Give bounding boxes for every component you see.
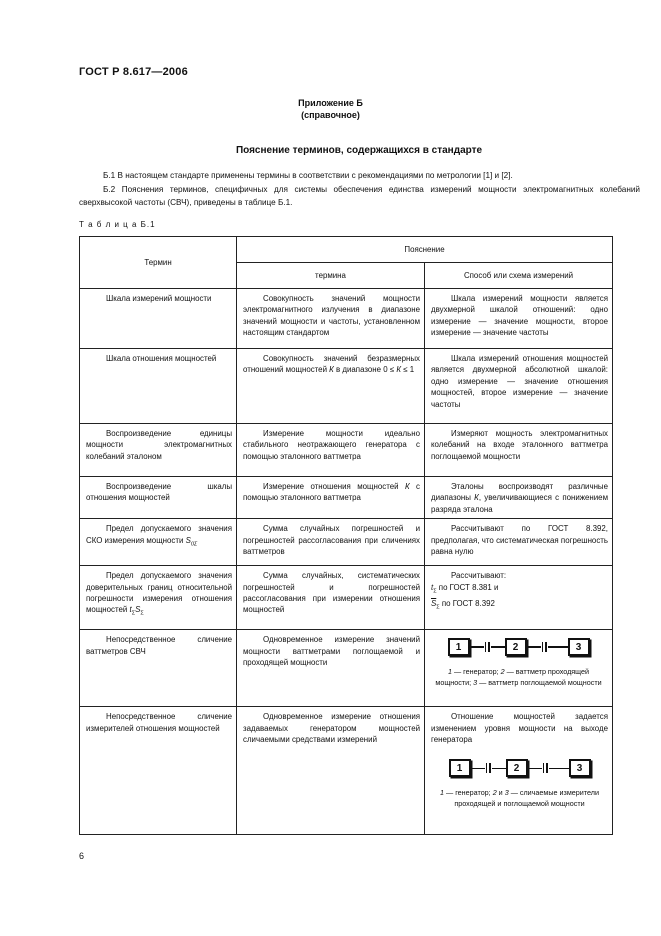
paragraph-b1: Б.1 В настоящем стандарте применены термины в соответствии с рекомендациями по метрологии [1] и [2].	[103, 171, 513, 180]
term-cell: Предел допускаемого значения СКО измерения мощности $S_{0\Sigma}$	[80, 519, 237, 566]
compared-meter-block: 2	[506, 759, 528, 777]
table-row	[80, 289, 613, 349]
method-cell: Рассчитывают по ГОСТ 8.392, предполагая, что систематическая погрешность равна нулю	[425, 519, 613, 566]
header-explanation: Пояснение	[237, 237, 613, 263]
table-row	[80, 424, 613, 477]
method-cell: Шкала измерений мощности является двухмерной шкалой отношений: одно измерение — значение мощности, второе измерение — значение частоты	[425, 289, 613, 349]
coupling-capacitor-icon	[542, 763, 549, 773]
through-wattmeter-block: 2	[505, 638, 527, 656]
generator-block: 1	[449, 759, 471, 777]
table-row	[80, 349, 613, 424]
appendix-title	[0, 97, 661, 121]
method-cell: Эталоны воспроизводят различные диапазоны К, увеличивающиеся с понижением разряда эталона	[425, 477, 613, 519]
absorbed-wattmeter-block: 3	[568, 638, 590, 656]
table-row	[80, 630, 613, 707]
diagram-caption: 1 — генератор; 2 и 3 — сличаемые измерители проходящей и поглощаемой мощности	[440, 788, 599, 809]
diagram-caption: 1 — генератор; 2 — ваттметр проходящей мощности; 3 — ваттметр поглощаемой мощности	[435, 667, 602, 688]
method-cell: Шкала измерений отношения мощностей является двухмерной абсолютной шкалой: одно измерение — значение отношения мощностей, второе измерение — значение частоты	[425, 349, 613, 424]
method-cell: Измеряют мощность электромагнитных колебаний на входе эталонного ваттметра поглощаемой мощности	[425, 424, 613, 477]
page-number: 6	[79, 851, 85, 861]
coupling-capacitor-icon	[485, 763, 492, 773]
header-term: Термин	[80, 237, 237, 289]
generator-block: 1	[448, 638, 470, 656]
explanation-cell: Сумма случайных погрешностей и погрешностей рассогласования при сличениях ваттметров	[237, 519, 425, 566]
term-cell: Предел допускаемого значения доверительных границ относительной погрешности измерения отношения мощностей $t_\Sigma S_\Sigma$	[80, 566, 237, 630]
block-diagram	[431, 755, 608, 781]
section-title: Пояснение терминов, содержащихся в стандарте	[235, 145, 483, 156]
table-row	[80, 707, 613, 835]
appendix-note: (справочное)	[301, 110, 360, 120]
table-row	[80, 566, 613, 630]
table-caption: Т а б л и ц а Б.1	[79, 220, 156, 229]
terms-table	[79, 236, 613, 835]
explanation-cell: Совокупность значений мощности электромагнитного излучения в диапазоне значений мощности и частоты, установленном настоящим стандартом	[237, 289, 425, 349]
method-cell: Отношение мощностей задается изменением уровня мощности на выходе генератора 1 2 3 1 — генератор; 2 и 3 — сличаемые измерители проходящей и поглощаемой мощности	[425, 707, 613, 835]
block-diagram	[431, 634, 606, 660]
explanation-cell: Одновременное измерение значений мощности ваттметрами поглощаемой и проходящей мощности	[237, 630, 425, 707]
paragraph-b2: Б.2 Пояснения терминов, специфичных для системы обеспечения единства измерений мощности электромагнитных колебаний сверхвысокой частоты (СВЧ), приведены в таблице Б.1.	[79, 185, 640, 207]
appendix-label: Приложение Б	[298, 98, 363, 108]
method-cell	[425, 630, 613, 707]
compared-meter-block-3: 3	[569, 759, 591, 777]
explanation-cell: Одновременное измерение отношения задаваемых генератором мощностей сличаемыми средствами измерений	[237, 707, 425, 835]
term-cell: Воспроизведение шкалы отношения мощностей	[80, 477, 237, 519]
header-method: Способ или схема измерений	[425, 263, 613, 289]
term-cell: Шкала измерений мощности	[80, 289, 237, 349]
table-row	[80, 519, 613, 566]
header-of-term: термина	[237, 263, 425, 289]
term-cell: Непосредственное сличение измерителей отношения мощностей	[80, 707, 237, 835]
document-header: ГОСТ Р 8.617—2006	[79, 66, 188, 78]
method-cell: Рассчитывают: $t_\Sigma$ по ГОСТ 8.381 и $\overline{S}_\Sigma$ по ГОСТ 8.392	[425, 566, 613, 630]
term-cell: Шкала отношения мощностей	[80, 349, 237, 424]
explanation-cell: Сумма случайных, систематических погрешностей и погрешностей рассогласования при измерении отношения мощностей	[237, 566, 425, 630]
explanation-cell: Совокупность значений безразмерных отношений мощностей К в диапазоне 0 ≤ К ≤ 1	[237, 349, 425, 424]
term-cell: Непосредственное сличение ваттметров СВЧ	[80, 630, 237, 707]
coupling-capacitor-icon	[484, 642, 491, 652]
explanation-cell: Измерение отношения мощностей К с помощью эталонного ваттметра	[237, 477, 425, 519]
coupling-capacitor-icon	[541, 642, 548, 652]
table-row	[80, 477, 613, 519]
term-cell: Воспроизведение единицы мощности электромагнитных колебаний эталоном	[80, 424, 237, 477]
explanation-cell: Измерение мощности идеально стабильного неотражающего генератора с помощью эталонного ваттметра	[237, 424, 425, 477]
